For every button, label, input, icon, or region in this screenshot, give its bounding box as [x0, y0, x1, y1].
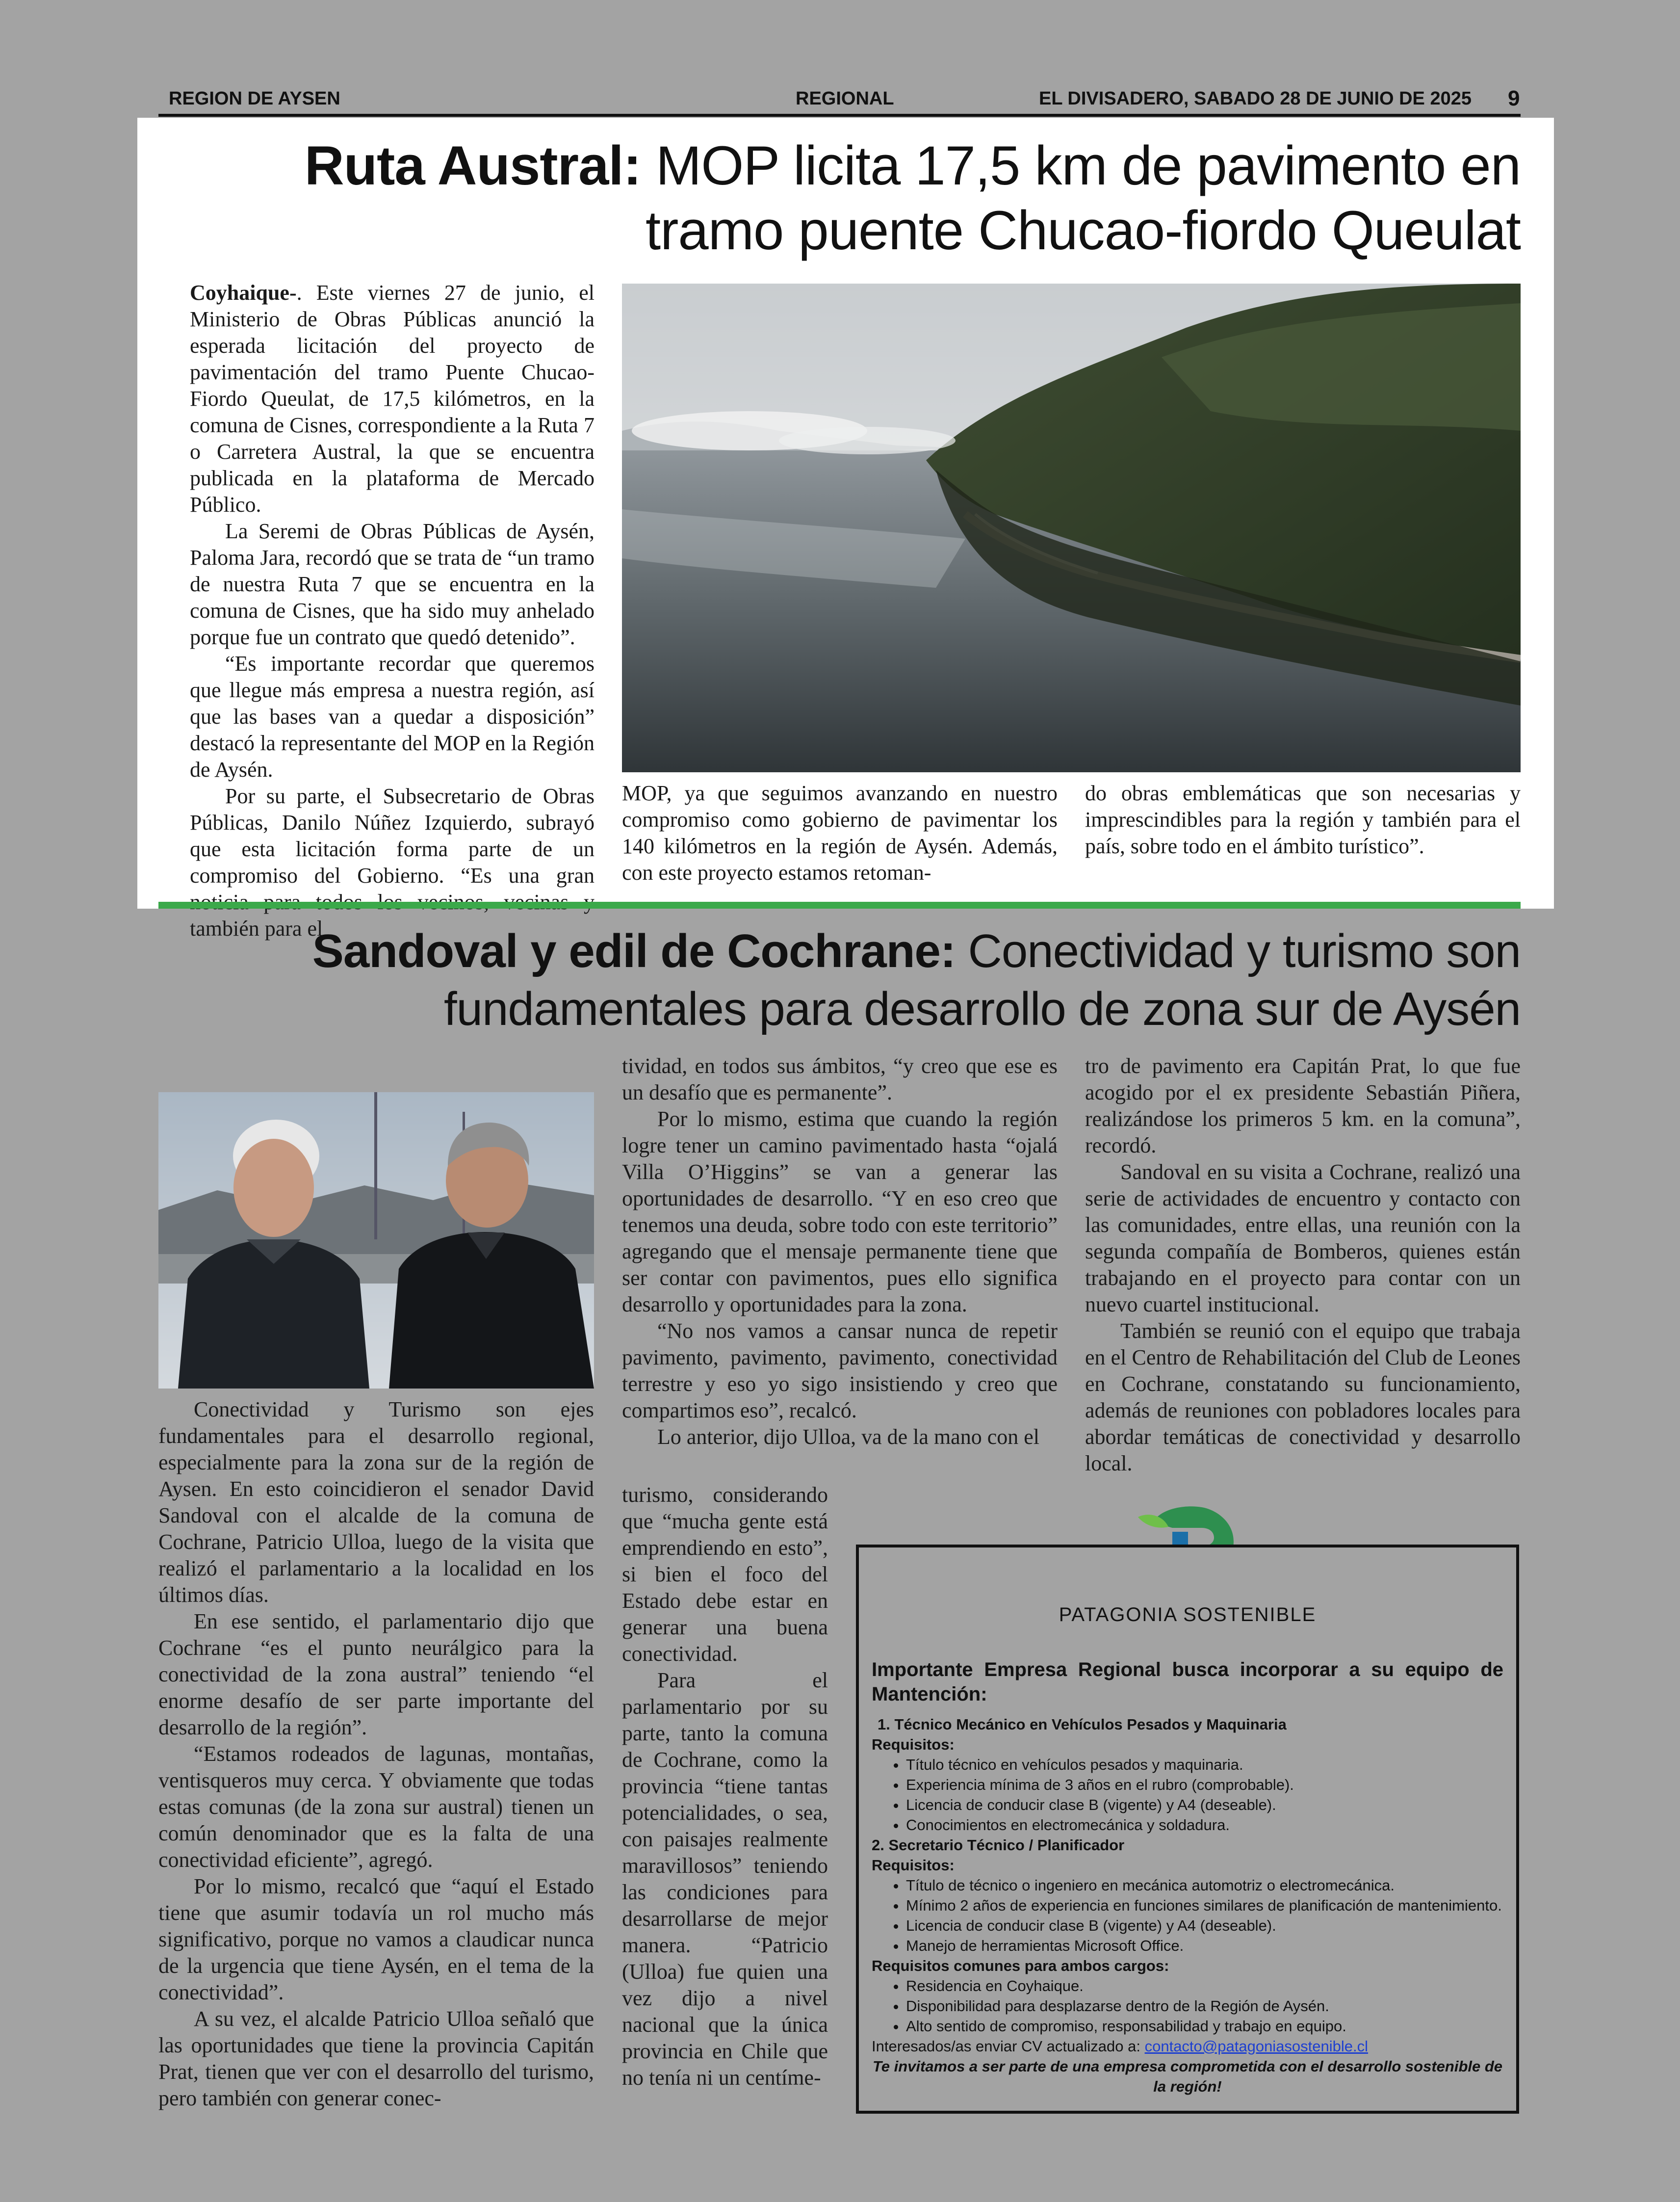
list-item: • Licencia de conducir clase B (vigente) y A4 (deseable). — [906, 1915, 1503, 1936]
article1-headline-rest: MOP licita 17,5 km de pavimento en — [641, 135, 1521, 196]
ad-job2-reqs — [872, 1875, 1503, 1956]
article2-col1-p3: “Estamos rodeados de lagunas, montañas, ventisqueros muy cerca. Y obviamente que todas estas comunas (de la zona sur austral) tienen un común denominador que es la falta de una conectividad eficiente”, agregó. — [158, 1742, 594, 1872]
article2-headline-rest: Conectividad y turismo son — [955, 925, 1521, 977]
article2-col1 — [158, 1396, 594, 2112]
ad-job1-reqs — [872, 1755, 1503, 1835]
section-left: REGION DE AYSEN — [169, 88, 340, 109]
article2-col1-p1: Conectividad y Turismo son ejes fundamentales para el desarrollo regional, especialmente para la zona sur de la región de Aysen. En esto coincidieron el senador David Sandoval con el alcalde de la comuna de Cochrane, Patricio Ulloa, luego de la visita que realizó el parlamentario a la localidad en los últimos días. — [158, 1397, 594, 1607]
article2-col1-p5: A su vez, el alcalde Patricio Ulloa señaló que las oportunidades que tiene la provincia Capitán Prat, tienen que ver con el desarrollo del turismo, pero también con generar conec- — [158, 2007, 594, 2110]
ad-brand-name: PATAGONIA SOSTENIBLE — [1059, 1604, 1317, 1625]
ad-req-label-2: Requisitos: — [872, 1857, 955, 1874]
list-item: • Título técnico en vehículos pesados y maquinaria. — [906, 1755, 1503, 1775]
list-item: • Mínimo 2 años de experiencia en funciones similares de planificación de mantenimiento. — [906, 1895, 1503, 1915]
sandoval-ulloa-photo — [158, 1092, 594, 1389]
list-item: • Licencia de conducir clase B (vigente) y A4 (deseable). — [906, 1795, 1503, 1815]
article1-p4-cont2: MOP, ya que seguimos avanzando en nuestro compromiso como gobierno de pavimentar los 140 kilómetros en la región de Aysén. Además, con este proyecto estamos retoman- — [622, 781, 1058, 885]
header-rule — [158, 114, 1521, 117]
list-item: • Experiencia mínima de 3 años en el rubro (comprobable). — [906, 1775, 1503, 1795]
article1-lead-place: Coyhaique- — [190, 281, 297, 305]
article1-p1-text: . Este viernes 27 de junio, el Ministerio de Obras Públicas anunció la esperada licitación del proyecto de pavimentación del tramo Puente Chucao-Fiordo Queulat, de 17,5 kilómetros, en la comuna de Cisnes, correspondiente a la Ruta 7 o Carretera Austral, la que se encuentra publicada en la plataforma de Mercado Público. — [190, 281, 594, 517]
article1-col2 — [622, 780, 1058, 886]
article2-headline — [158, 922, 1521, 1038]
list-item: • Alto sentido de compromiso, responsabilidad y trabajo en equipo. — [906, 2016, 1503, 2036]
article1-headline-bold: Ruta Austral: — [304, 135, 641, 196]
fjord-road-photo — [622, 284, 1521, 772]
article1-p4-cont3: do obras emblemáticas que son necesarias y imprescindibles para la región y también para el país, sobre todo en el ámbito turístico”. — [1085, 781, 1521, 858]
section-center: REGIONAL — [796, 88, 894, 109]
ad-common-reqs — [872, 1976, 1503, 2036]
ad-req-label-1: Requisitos: — [872, 1736, 955, 1753]
ad-job1-title: 1. Técnico Mecánico en Vehículos Pesados y Maquinaria — [878, 1716, 1287, 1733]
article2-col2-p3: Lo anterior, dijo Ulloa, va de la mano con el — [657, 1425, 1039, 1449]
article2-col2-start: tividad, en todos sus ámbitos, “y creo que ese es un desafío que es permanente”. — [622, 1054, 1058, 1104]
list-item: • Manejo de herramientas Microsoft Office. — [906, 1936, 1503, 1956]
article2-col2 — [622, 1053, 1058, 1450]
article2-col3-p2: También se reunió con el equipo que trabaja en el Centro de Rehabilitación del Club de Leones en Cochrane, constatando su funcionamiento, además de reuniones con pobladores locales para abordar temáticas de conectividad y desarrollo local. — [1085, 1319, 1521, 1475]
article2-headline-line2: fundamentales para desarrollo de zona sur de Aysén — [443, 983, 1521, 1035]
article2-col2-narrow — [622, 1482, 828, 2091]
ad-job2-title: 2. Secretario Técnico / Planificador — [872, 1836, 1125, 1854]
ad-contact-email-link[interactable]: contacto@patagoniasostenible.cl — [1144, 2038, 1369, 2055]
article2-col2-p1: Por lo mismo, estima que cuando la región logre tener un camino pavimentado hasta “ojalá Villa O’Higgins” se van a generar las oportunidades de desarrollo. “Y en eso creo que tenemos una deuda, sobre todo con este territorio” agregando que el mensaje permanente tiene que ser contar con pavimentos, pues ello significa desarrollo y oportunidades para la zona. — [622, 1107, 1058, 1316]
section-divider — [158, 902, 1521, 909]
job-ad-box — [856, 1545, 1519, 2114]
ad-footer: Te invitamos a ser parte de una empresa comprometida con el desarrollo sostenible de la región! — [872, 2058, 1503, 2095]
article2-col2n-p1: turismo, considerando que “mucha gente está emprendiendo en esto”, si bien el foco del Estado debe estar en generar una buena conectividad. — [622, 1483, 828, 1666]
article2-col1-p4: Por lo mismo, recalcó que “aquí el Estado tiene que asumir todavía un rol mucho más significativo, porque no vamos a claudicar nunca de la urgencia que tiene Aysén, en el tema de la conectividad”. — [158, 1874, 594, 2004]
article2-col3-start: tro de pavimento era Capitán Prat, lo que fue acogido por el ex presidente Sebastián Piñera, realizándose los primeros 5 km. en la comuna”, recordó. — [1085, 1054, 1521, 1157]
article1-p2: La Seremi de Obras Públicas de Aysén, Paloma Jara, recordó que se trata de “un tramo de nuestra Ruta 7 que se encuentra en la comuna de Cisnes, que ha sido muy anhelado porque fue un contrato que quedó detenido”. — [190, 519, 594, 649]
ad-contact-text: Interesados/as enviar CV actualizado a: — [872, 2038, 1145, 2055]
ad-common-label: Requisitos comunes para ambos cargos: — [872, 1957, 1169, 1974]
article2-col2-p2: “No nos vamos a cansar nunca de repetir pavimento, pavimento, pavimento, conectividad terrestre y eso yo sigo insistiendo y creo que compartimos eso”, recalcó. — [622, 1319, 1058, 1422]
article1-col3 — [1085, 780, 1521, 860]
article1-p3: “Es importante recordar que queremos que llegue más empresa a nuestra región, así que las bases van a quedar a disposición” destacó la representante del MOP en la Región de Aysén. — [190, 652, 594, 782]
list-item: • Residencia en Coyhaique. — [906, 1976, 1503, 1996]
article1-col1 — [190, 280, 594, 942]
article2-col3-p1: Sandoval en su visita a Cochrane, realizó una serie de actividades de encuentro y contacto con las comunidades, entre ellas, una reunión con la segunda compañía de Bomberos, quienes están trabajando en el proyecto para contar con un nuevo cuartel institucional. — [1085, 1160, 1521, 1316]
article1-headline-line2: tramo puente Chucao-fiordo Queulat — [646, 200, 1521, 261]
page-number: 9 — [1508, 86, 1520, 110]
paper-date: EL DIVISADERO, SABADO 28 DE JUNIO DE 2025 — [1039, 88, 1472, 109]
article1-p4: Por su parte, el Subsecretario de Obras Públicas, Danilo Núñez Izquierdo, subrayó que esta licitación forma parte de un compromiso del Gobierno. “Es una gran también para el — [190, 784, 594, 941]
article2-headline-bold: Sandoval y edil de Cochrane: — [312, 925, 956, 977]
article2-col1-p2: En ese sentido, el parlamentario dijo que Cochrane “es el punto neurálgico para la conectividad de la zona austral” teniendo “el enorme desafío de ser parte importante del desarrollo de la región”. — [158, 1609, 594, 1739]
article1-p1 — [190, 280, 594, 518]
article1-headline — [158, 133, 1521, 263]
list-item: • Disponibilidad para desplazarse dentro de la Región de Aysén. — [906, 1996, 1503, 2016]
ad-lead: Importante Empresa Regional busca incorporar a su equipo de Mantención: — [872, 1659, 1503, 1705]
article2-col3 — [1085, 1053, 1521, 1477]
list-item: • Título de técnico o ingeniero en mecánica automotriz o electromecánica. — [906, 1875, 1503, 1895]
list-item: • Conocimientos en electromecánica y soldadura. — [906, 1815, 1503, 1835]
article2-col2n-p2: Para el parlamentario por su parte, tanto la comuna de Cochrane, como la provincia “tiene tantas potencialidades, o sea, con paisajes realmente maravillosos” teniendo las condiciones para desarrollarse de mejor manera. “Patricio (Ulloa) fue quien una vez dijo a nivel nacional que la única provincia en Chile que no tenía ni un centíme- — [622, 1668, 828, 2090]
